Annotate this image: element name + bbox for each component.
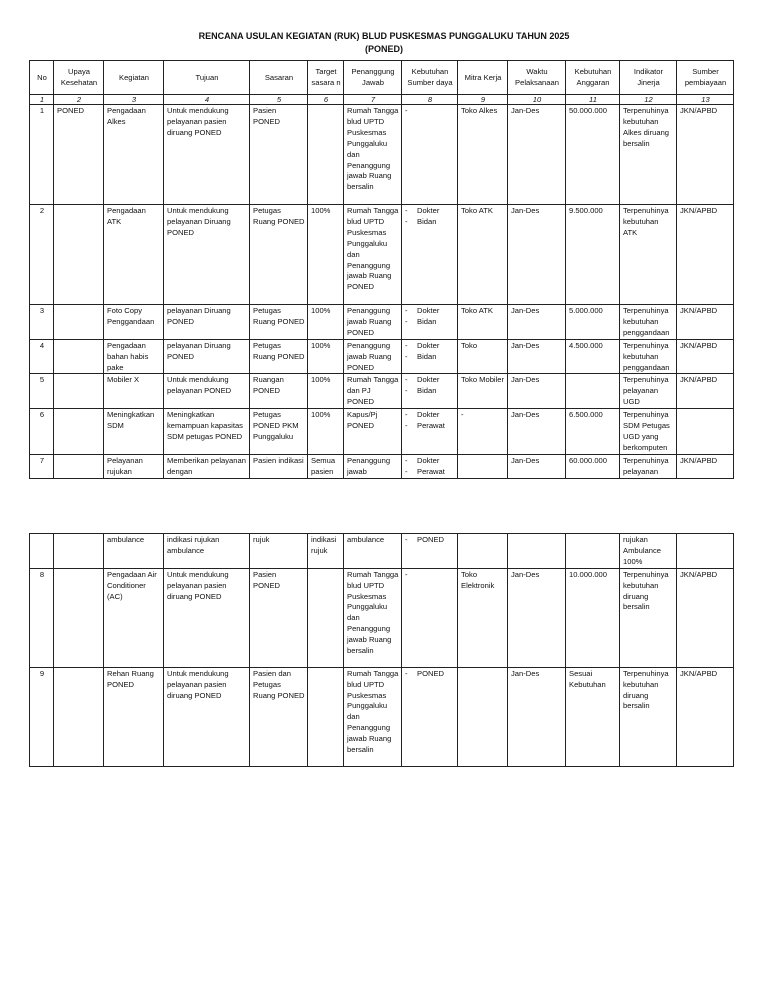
mitra-kerja-cell: Toko xyxy=(458,339,508,374)
row-number: 5 xyxy=(30,374,54,409)
target-cell: 100% xyxy=(308,374,344,409)
column-number: 7 xyxy=(344,95,402,105)
indikator-cell: Terpenuhinya kebutuhan penggandaan xyxy=(620,339,677,374)
mitra-kerja-cell xyxy=(458,534,508,569)
table-row xyxy=(30,205,734,305)
table-row xyxy=(30,409,734,455)
mitra-kerja-cell: Toko Mobiler xyxy=(458,374,508,409)
resource-label: Dokter xyxy=(417,306,440,315)
header-row xyxy=(30,61,734,95)
sumber-daya-cell xyxy=(402,105,458,205)
tujuan-cell: Untuk mendukung pelayanan pasien diruang PONED xyxy=(164,667,250,766)
column-header: Upaya Kesehatan xyxy=(54,61,104,95)
waktu-cell: Jan-Des xyxy=(508,409,566,455)
tujuan-cell: Untuk mendukung pelayanan pasien diruang PONED xyxy=(164,105,250,205)
indikator-cell: Terpenuhinya kebutuhan ATK xyxy=(620,205,677,305)
waktu-cell: Jan-Des xyxy=(508,454,566,478)
resource-item xyxy=(405,341,455,352)
row-number: 6 xyxy=(30,409,54,455)
kegiatan-cell: Rehan Ruang PONED xyxy=(104,667,164,766)
upaya-kesehatan-cell: PONED xyxy=(54,105,104,205)
column-number: 12 xyxy=(620,95,677,105)
tujuan-cell: pelayanan Diruang PONED xyxy=(164,339,250,374)
indikator-cell: Terpenuhinya kebutuhan diruang bersalin xyxy=(620,667,677,766)
tujuan-cell: Untuk mendukung pelayanan PONED xyxy=(164,374,250,409)
kegiatan-cell: Meningkatkan SDM xyxy=(104,409,164,455)
table-row xyxy=(30,105,734,205)
column-header: Penanggung Jawab xyxy=(344,61,402,95)
resource-label: Dokter xyxy=(417,375,440,385)
kegiatan-cell: Pengadaan ATK xyxy=(104,205,164,305)
column-number: 10 xyxy=(508,95,566,105)
column-number: 5 xyxy=(250,95,308,105)
upaya-kesehatan-cell xyxy=(54,409,104,455)
column-number-row xyxy=(30,95,734,105)
penanggung-jawab-cell: ambulance xyxy=(344,534,402,569)
kegiatan-cell: Pengadaan Air Conditioner (AC) xyxy=(104,568,164,667)
upaya-kesehatan-cell xyxy=(54,568,104,667)
kegiatan-cell: Pelayanan rujukan xyxy=(104,454,164,478)
penanggung-jawab-cell: Rumah Tangga blud UPTD Puskesmas Punggaluku dan Penanggung jawab Ruang bersalin xyxy=(344,667,402,766)
column-number: 6 xyxy=(308,95,344,105)
bullet-dash: - xyxy=(405,206,408,215)
column-header: Tujuan xyxy=(164,61,250,95)
target-cell: 100% xyxy=(308,339,344,374)
waktu-cell: Jan-Des xyxy=(508,105,566,205)
sasaran-cell: Petugas Ruang PONED xyxy=(250,339,308,374)
table-row xyxy=(30,667,734,766)
anggaran-cell: 9.500.000 xyxy=(566,205,620,305)
target-cell: 100% xyxy=(308,305,344,340)
anggaran-cell xyxy=(566,534,620,569)
anggaran-cell xyxy=(566,374,620,409)
resource-item xyxy=(405,352,455,363)
waktu-cell: Jan-Des xyxy=(508,374,566,409)
row-number: 8 xyxy=(30,568,54,667)
sumber-daya-cell xyxy=(402,374,458,409)
target-cell: Semua pasien xyxy=(308,454,344,478)
anggaran-cell: 5.000.000 xyxy=(566,305,620,340)
penanggung-jawab-cell: Rumah Tangga blud UPTD Puskesmas Punggaluku dan Penanggung jawab Ruang bersalin xyxy=(344,568,402,667)
row-number: 7 xyxy=(30,454,54,478)
mitra-kerja-cell xyxy=(458,667,508,766)
sasaran-cell: Petugas PONED PKM Punggaluku xyxy=(250,409,308,455)
penanggung-jawab-cell: Rumah Tangga blud UPTD Puskesmas Punggaluku dan Penanggung jawab Ruang bersalin xyxy=(344,105,402,205)
resource-item xyxy=(405,306,455,317)
resource-label: PONED xyxy=(417,668,445,678)
upaya-kesehatan-cell xyxy=(54,454,104,478)
sasaran-cell: Pasien indikasi xyxy=(250,454,308,478)
row-number: 3 xyxy=(30,305,54,340)
target-cell: indikasi rujuk xyxy=(308,534,344,569)
waktu-cell: Jan-Des xyxy=(508,339,566,374)
kegiatan-cell: Pengadaan Alkes xyxy=(104,105,164,205)
column-header: No xyxy=(30,61,54,95)
anggaran-cell: 60.000.000 xyxy=(566,454,620,478)
bullet-dash: - xyxy=(405,351,408,361)
penanggung-jawab-cell: Penanggung jawab Ruang PONED xyxy=(344,305,402,340)
indikator-cell: Terpenuhinya kebutuhan penggandaan xyxy=(620,305,677,340)
sasaran-cell: Pasien PONED xyxy=(250,568,308,667)
sumber-pembiayaan-cell: JKN/APBD xyxy=(677,374,734,409)
column-header: Kegiatan xyxy=(104,61,164,95)
document-subtitle: (PONED) xyxy=(365,44,403,54)
penanggung-jawab-cell: Kapus/Pj PONED xyxy=(344,409,402,455)
bullet-dash: - xyxy=(405,466,408,476)
target-cell: 100% xyxy=(308,409,344,455)
row-number: 2 xyxy=(30,205,54,305)
anggaran-cell: 4.500.000 xyxy=(566,339,620,374)
sumber-pembiayaan-cell: JKN/APBD xyxy=(677,339,734,374)
resource-label: Bidan xyxy=(417,351,437,361)
sumber-daya-cell xyxy=(402,667,458,766)
document-title: RENCANA USULAN KEGIATAN (RUK) BLUD PUSKESMAS PUNGGALUKU TAHUN 2025 xyxy=(198,31,570,41)
mitra-kerja-cell xyxy=(458,454,508,478)
sumber-pembiayaan-cell: JKN/APBD xyxy=(677,205,734,305)
mitra-kerja-cell: Toko Alkes xyxy=(458,105,508,205)
kegiatan-cell: Foto Copy Penggandaan xyxy=(104,305,164,340)
table-row xyxy=(30,568,734,667)
resource-label: Bidan xyxy=(417,216,437,226)
column-number: 13 xyxy=(677,95,734,105)
indikator-cell: Terpenuhinya pelayanan UGD xyxy=(620,374,677,409)
upaya-kesehatan-cell xyxy=(54,534,104,569)
column-number: 2 xyxy=(54,95,104,105)
resource-item: - xyxy=(405,106,408,115)
waktu-cell: Jan-Des xyxy=(508,568,566,667)
bullet-dash: - xyxy=(405,535,408,544)
mitra-kerja-cell: Toko ATK xyxy=(458,305,508,340)
waktu-cell: Jan-Des xyxy=(508,305,566,340)
bullet-dash: - xyxy=(405,216,408,226)
target-cell xyxy=(308,105,344,205)
resource-label: PONED xyxy=(417,535,445,544)
table-row xyxy=(30,305,734,340)
resource-label: Dokter xyxy=(417,340,440,350)
column-header: Indikator Jinerja xyxy=(620,61,677,95)
mitra-kerja-cell: Toko ATK xyxy=(458,205,508,305)
column-header: Sasaran xyxy=(250,61,308,95)
upaya-kesehatan-cell xyxy=(54,667,104,766)
sumber-pembiayaan-cell: JKN/APBD xyxy=(677,105,734,205)
sumber-pembiayaan-cell: JKN/APBD xyxy=(677,305,734,340)
kegiatan-cell: Pengadaan bahan habis pake xyxy=(104,339,164,374)
anggaran-cell: 50.000.000 xyxy=(566,105,620,205)
column-header: Sumber pembiayaan xyxy=(677,61,734,95)
column-number: 9 xyxy=(458,95,508,105)
resource-item xyxy=(405,467,455,478)
column-header: Mitra Kerja xyxy=(458,61,508,95)
indikator-cell: rujukan Ambulance 100% xyxy=(620,534,677,569)
column-header: Target sasara n xyxy=(308,61,344,95)
column-number: 1 xyxy=(30,95,54,105)
sumber-pembiayaan-cell: JKN/APBD xyxy=(677,454,734,478)
penanggung-jawab-cell: Penanggung jawab xyxy=(344,454,402,478)
kegiatan-cell: Mobiler X xyxy=(104,374,164,409)
sumber-pembiayaan-cell xyxy=(677,534,734,569)
target-cell xyxy=(308,568,344,667)
sumber-daya-cell xyxy=(402,205,458,305)
target-cell: 100% xyxy=(308,205,344,305)
anggaran-cell: Sesuai Kebutuhan xyxy=(566,667,620,766)
table-row xyxy=(30,534,734,569)
resource-item xyxy=(405,206,455,217)
mitra-kerja-cell: Toko Elektronik xyxy=(458,568,508,667)
resource-item xyxy=(405,410,455,421)
target-cell xyxy=(308,667,344,766)
indikator-cell: Terpenuhinya pelayanan xyxy=(620,454,677,478)
column-number: 11 xyxy=(566,95,620,105)
resource-label: Perawat xyxy=(417,421,445,431)
row-number: 9 xyxy=(30,667,54,766)
resource-label: Perawat xyxy=(417,466,445,476)
bullet-dash: - xyxy=(405,306,408,315)
column-number: 4 xyxy=(164,95,250,105)
column-header: Kebutuhan Sumber daya xyxy=(402,61,458,95)
ruk-table-page-2 xyxy=(29,533,734,767)
mitra-kerja-cell: - xyxy=(458,409,508,455)
bullet-dash: - xyxy=(405,410,408,420)
indikator-cell: Terpenuhinya kebutuhan Alkes diruang bersalin xyxy=(620,105,677,205)
row-number xyxy=(30,534,54,569)
resource-label: Dokter xyxy=(417,455,440,465)
sumber-daya-cell xyxy=(402,339,458,374)
bullet-dash: - xyxy=(405,668,408,678)
table-row xyxy=(30,374,734,409)
tujuan-cell: Untuk mendukung pelayanan Diruang PONED xyxy=(164,205,250,305)
bullet-dash: - xyxy=(405,421,408,431)
upaya-kesehatan-cell xyxy=(54,374,104,409)
resource-label: Dokter xyxy=(417,410,440,420)
resource-item xyxy=(405,669,455,680)
resource-label: Bidan xyxy=(417,386,437,396)
resource-label: Bidan xyxy=(417,316,437,326)
table-row xyxy=(30,454,734,478)
sumber-daya-cell xyxy=(402,305,458,340)
waktu-cell xyxy=(508,534,566,569)
resource-item xyxy=(405,421,455,432)
sasaran-cell: rujuk xyxy=(250,534,308,569)
sumber-pembiayaan-cell: JKN/APBD xyxy=(677,667,734,766)
resource-item xyxy=(405,456,455,467)
upaya-kesehatan-cell xyxy=(54,339,104,374)
column-number: 3 xyxy=(104,95,164,105)
sasaran-cell: Pasien dan Petugas Ruang PONED xyxy=(250,667,308,766)
sumber-daya-cell xyxy=(402,454,458,478)
waktu-cell: Jan-Des xyxy=(508,667,566,766)
sumber-daya-cell xyxy=(402,409,458,455)
sasaran-cell: Petugas Ruang PONED xyxy=(250,305,308,340)
tujuan-cell: Untuk mendukung pelayanan pasien diruang PONED xyxy=(164,568,250,667)
anggaran-cell: 10.000.000 xyxy=(566,568,620,667)
anggaran-cell: 6.500.000 xyxy=(566,409,620,455)
resource-item xyxy=(405,386,455,397)
ruk-table-page-1 xyxy=(29,60,734,479)
waktu-cell: Jan-Des xyxy=(508,205,566,305)
bullet-dash: - xyxy=(405,340,408,350)
penanggung-jawab-cell: Rumah Tangga blud UPTD Puskesmas Punggaluku dan Penanggung jawab Ruang PONED xyxy=(344,205,402,305)
upaya-kesehatan-cell xyxy=(54,205,104,305)
tujuan-cell: indikasi rujukan ambulance xyxy=(164,534,250,569)
resource-item: - xyxy=(405,569,408,579)
resource-item xyxy=(405,375,455,386)
sasaran-cell: Petugas Ruang PONED xyxy=(250,205,308,305)
sumber-daya-cell xyxy=(402,534,458,569)
resource-label: Dokter xyxy=(417,206,440,215)
row-number: 4 xyxy=(30,339,54,374)
column-header: Waktu Pelaksanaan xyxy=(508,61,566,95)
sasaran-cell: Ruangan PONED xyxy=(250,374,308,409)
column-number: 8 xyxy=(402,95,458,105)
table-row xyxy=(30,339,734,374)
bullet-dash: - xyxy=(405,375,408,385)
tujuan-cell: Memberikan pelayanan dengan xyxy=(164,454,250,478)
indikator-cell: Terpenuhinya SDM Petugas UGD yang berkomputen xyxy=(620,409,677,455)
upaya-kesehatan-cell xyxy=(54,305,104,340)
indikator-cell: Terpenuhinya kebutuhan diruang bersalin xyxy=(620,568,677,667)
bullet-dash: - xyxy=(405,316,408,326)
sumber-pembiayaan-cell xyxy=(677,409,734,455)
sumber-pembiayaan-cell: JKN/APBD xyxy=(677,568,734,667)
resource-item xyxy=(405,535,455,546)
resource-item xyxy=(405,217,455,228)
resource-item xyxy=(405,317,455,328)
penanggung-jawab-cell: Rumah Tangga dan PJ PONED xyxy=(344,374,402,409)
sumber-daya-cell xyxy=(402,568,458,667)
row-number: 1 xyxy=(30,105,54,205)
kegiatan-cell: ambulance xyxy=(104,534,164,569)
bullet-dash: - xyxy=(405,386,408,396)
tujuan-cell: Meningkatkan kemampuan kapasitas SDM petugas PONED xyxy=(164,409,250,455)
penanggung-jawab-cell: Penanggung jawab Ruang PONED xyxy=(344,339,402,374)
column-header: Kebutuhan Anggaran xyxy=(566,61,620,95)
bullet-dash: - xyxy=(405,455,408,465)
sasaran-cell: Pasien PONED xyxy=(250,105,308,205)
tujuan-cell: pelayanan Diruang PONED xyxy=(164,305,250,340)
